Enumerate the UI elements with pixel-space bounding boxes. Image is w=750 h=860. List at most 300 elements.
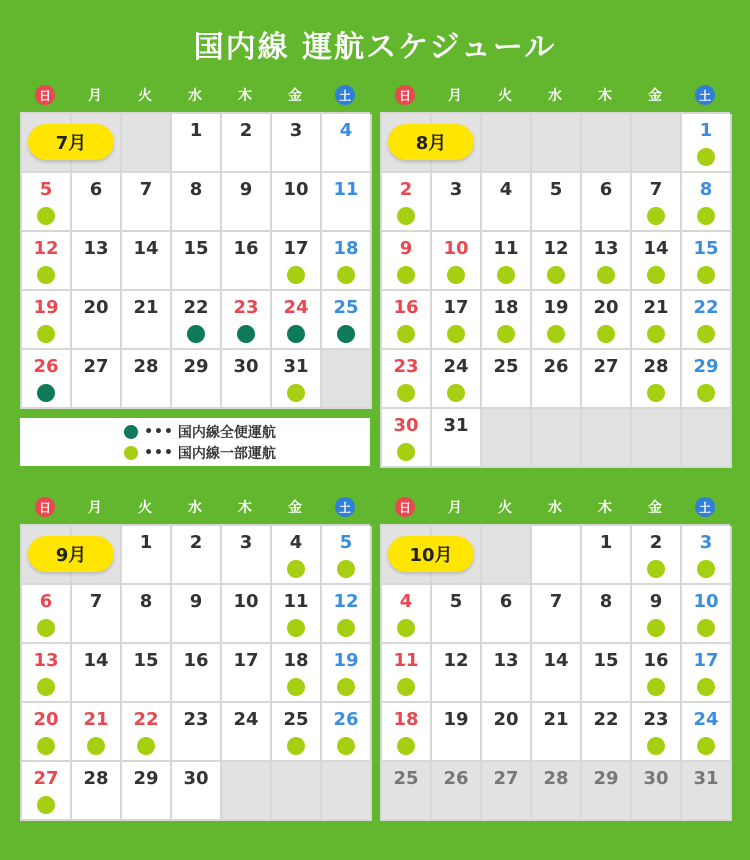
day-cell: [272, 585, 322, 644]
day-number: 24: [283, 297, 309, 318]
month-badge: 10月: [388, 536, 474, 572]
day-number: 6: [39, 591, 53, 612]
legend-dots: •••: [144, 423, 174, 440]
legend-row-all: [20, 421, 370, 442]
day-number: 8: [599, 591, 613, 612]
partial-operation-dot-icon: [697, 678, 715, 696]
day-cell: [172, 762, 222, 821]
day-cell: [122, 291, 172, 350]
day-cell: [482, 291, 532, 350]
day-number: 30: [643, 768, 669, 789]
partial-operation-dot-icon: [37, 266, 55, 284]
empty-cell: [582, 409, 632, 468]
day-number: 1: [139, 532, 153, 553]
day-number: 26: [543, 356, 569, 377]
day-cell: [632, 350, 682, 409]
day-number: 28: [643, 356, 669, 377]
day-number: 26: [443, 768, 469, 789]
day-cell: [382, 173, 432, 232]
day-number: 12: [33, 238, 59, 259]
partial-operation-dot-icon: [697, 207, 715, 225]
month-grid: [20, 524, 370, 821]
weekday-label: 水: [188, 500, 202, 516]
full-operation-dot-icon: [124, 425, 138, 439]
day-number: 8: [139, 591, 153, 612]
partial-operation-dot-icon: [287, 619, 305, 637]
day-cell: [172, 291, 222, 350]
day-cell: [322, 526, 372, 585]
day-cell: [482, 350, 532, 409]
partial-operation-dot-icon: [337, 560, 355, 578]
day-number: 17: [233, 650, 259, 671]
day-number: 2: [189, 532, 203, 553]
day-number: 20: [33, 709, 59, 730]
day-number: 24: [443, 356, 469, 377]
month-grid: [380, 112, 730, 468]
empty-cell: [632, 409, 682, 468]
weekday-header: [380, 490, 730, 524]
day-number: 22: [593, 709, 619, 730]
day-cell: [432, 585, 482, 644]
month-badge: 8月: [388, 124, 474, 160]
day-cell: [22, 762, 72, 821]
day-cell: [532, 173, 582, 232]
full-operation-dot-icon: [187, 325, 205, 343]
day-cell: [122, 173, 172, 232]
day-cell: [532, 291, 582, 350]
legend-label-all: 国内線全便運航: [177, 424, 276, 441]
day-number: 7: [649, 179, 663, 200]
day-cell: [322, 585, 372, 644]
day-number: 29: [133, 768, 159, 789]
partial-operation-dot-icon: [647, 678, 665, 696]
day-number: 9: [399, 238, 413, 259]
day-cell: [122, 762, 172, 821]
day-cell: [682, 526, 732, 585]
day-number: 1: [189, 120, 203, 141]
day-number: 15: [693, 238, 719, 259]
day-cell: [322, 644, 372, 703]
day-number: 4: [289, 532, 303, 553]
day-cell: [632, 644, 682, 703]
day-cell: [22, 585, 72, 644]
day-cell: [532, 762, 582, 821]
day-cell: [482, 232, 532, 291]
day-cell: [582, 291, 632, 350]
day-number: 18: [333, 238, 359, 259]
partial-operation-dot-icon: [697, 325, 715, 343]
day-cell: [72, 762, 122, 821]
day-cell: [272, 232, 322, 291]
day-cell: [122, 703, 172, 762]
day-number: 5: [39, 179, 53, 200]
day-number: 17: [693, 650, 719, 671]
day-number: 29: [693, 356, 719, 377]
weekday-label: 木: [598, 88, 612, 104]
empty-cell: [322, 350, 372, 409]
partial-operation-dot-icon: [497, 266, 515, 284]
day-number: 25: [393, 768, 419, 789]
weekday-label: 月: [88, 500, 102, 516]
partial-operation-dot-icon: [697, 384, 715, 402]
partial-operation-dot-icon: [597, 325, 615, 343]
day-cell: [222, 585, 272, 644]
day-cell: [582, 350, 632, 409]
partial-operation-dot-icon: [697, 148, 715, 166]
weekday-label: 木: [598, 500, 612, 516]
day-cell: [482, 585, 532, 644]
day-number: 25: [283, 709, 309, 730]
day-number: 21: [643, 297, 669, 318]
partial-operation-dot-icon: [697, 266, 715, 284]
day-cell: [22, 703, 72, 762]
weekday-label: 火: [138, 500, 152, 516]
partial-operation-dot-icon: [287, 737, 305, 755]
day-cell: [222, 291, 272, 350]
day-number: 31: [443, 415, 469, 436]
weekday-label: 日: [380, 78, 430, 112]
day-number: 10: [283, 179, 309, 200]
day-cell: [122, 644, 172, 703]
empty-cell: [582, 114, 632, 173]
partial-operation-dot-icon: [697, 619, 715, 637]
day-cell: [382, 350, 432, 409]
day-number: 22: [133, 709, 159, 730]
weekday-label: 月: [448, 500, 462, 516]
partial-operation-dot-icon: [647, 325, 665, 343]
day-number: 19: [443, 709, 469, 730]
day-cell: [172, 232, 222, 291]
day-cell: [272, 114, 322, 173]
partial-operation-dot-icon: [647, 207, 665, 225]
day-cell: [682, 291, 732, 350]
day-number: 14: [643, 238, 669, 259]
day-number: 24: [233, 709, 259, 730]
empty-cell: [482, 114, 532, 173]
day-cell: [222, 232, 272, 291]
day-cell: [22, 644, 72, 703]
day-number: 25: [333, 297, 359, 318]
day-cell: [122, 232, 172, 291]
day-cell: [382, 585, 432, 644]
day-number: 19: [33, 297, 59, 318]
day-number: 23: [393, 356, 419, 377]
day-cell: [382, 232, 432, 291]
day-cell: [682, 350, 732, 409]
day-number: 29: [593, 768, 619, 789]
day-number: 23: [233, 297, 259, 318]
day-cell: [272, 173, 322, 232]
day-cell: [272, 350, 322, 409]
day-cell: [632, 173, 682, 232]
partial-operation-dot-icon: [337, 619, 355, 637]
weekday-label: 木: [238, 88, 252, 104]
day-number: 24: [693, 709, 719, 730]
day-cell: [322, 291, 372, 350]
partial-operation-dot-icon: [397, 384, 415, 402]
day-number: 27: [593, 356, 619, 377]
day-cell: [72, 350, 122, 409]
day-number: 5: [339, 532, 353, 553]
calendar-september: [20, 490, 370, 821]
day-number: 4: [499, 179, 513, 200]
empty-cell: [122, 114, 172, 173]
day-number: 30: [233, 356, 259, 377]
weekday-label: 金: [288, 88, 302, 104]
day-number: 27: [493, 768, 519, 789]
day-number: 18: [493, 297, 519, 318]
day-number: 23: [183, 709, 209, 730]
day-cell: [432, 173, 482, 232]
day-cell: [222, 703, 272, 762]
weekday-label: 金: [648, 88, 662, 104]
month-grid: [20, 112, 370, 409]
partial-operation-dot-icon: [37, 678, 55, 696]
day-cell: [172, 585, 222, 644]
day-number: 13: [83, 238, 109, 259]
day-number: 17: [443, 297, 469, 318]
calendar-august: [380, 78, 730, 468]
weekday-label: 木: [238, 500, 252, 516]
day-number: 4: [339, 120, 353, 141]
empty-cell: [682, 409, 732, 468]
weekday-label: 水: [548, 88, 562, 104]
empty-cell: [532, 409, 582, 468]
calendar-july: [20, 78, 370, 409]
legend-dots: •••: [144, 444, 174, 461]
day-cell: [72, 232, 122, 291]
day-number: 21: [133, 297, 159, 318]
weekday-header: [380, 78, 730, 112]
day-cell: [532, 232, 582, 291]
day-number: 15: [133, 650, 159, 671]
day-cell: [482, 762, 532, 821]
day-number: 14: [83, 650, 109, 671]
day-number: 6: [89, 179, 103, 200]
weekday-label: 日: [380, 490, 430, 524]
day-cell: [382, 291, 432, 350]
weekday-label: 日: [20, 78, 70, 112]
day-number: 5: [449, 591, 463, 612]
day-cell: [322, 173, 372, 232]
day-number: 23: [643, 709, 669, 730]
day-cell: [582, 173, 632, 232]
day-cell: [432, 703, 482, 762]
day-number: 9: [239, 179, 253, 200]
day-number: 15: [183, 238, 209, 259]
day-number: 8: [699, 179, 713, 200]
day-cell: [222, 173, 272, 232]
weekday-label: 土: [680, 490, 730, 524]
day-cell: [682, 762, 732, 821]
day-number: 6: [599, 179, 613, 200]
full-operation-dot-icon: [37, 384, 55, 402]
partial-operation-dot-icon: [647, 619, 665, 637]
weekday-label: 火: [138, 88, 152, 104]
day-cell: [222, 114, 272, 173]
legend-row-partial: [20, 442, 370, 463]
day-cell: [432, 291, 482, 350]
partial-operation-dot-icon: [337, 266, 355, 284]
partial-operation-dot-icon: [397, 737, 415, 755]
day-number: 1: [699, 120, 713, 141]
day-number: 16: [183, 650, 209, 671]
day-cell: [682, 232, 732, 291]
partial-operation-dot-icon: [287, 266, 305, 284]
day-cell: [682, 173, 732, 232]
weekday-label: 月: [88, 88, 102, 104]
day-number: 7: [549, 591, 563, 612]
day-cell: [432, 409, 482, 468]
empty-cell: [482, 526, 532, 585]
day-number: 5: [549, 179, 563, 200]
day-number: 30: [393, 415, 419, 436]
day-number: 6: [499, 591, 513, 612]
empty-cell: [222, 762, 272, 821]
day-cell: [632, 703, 682, 762]
full-operation-dot-icon: [287, 325, 305, 343]
weekday-label: 土: [680, 78, 730, 112]
day-number: 16: [233, 238, 259, 259]
empty-cell: [632, 114, 682, 173]
partial-operation-dot-icon: [337, 678, 355, 696]
day-number: 21: [543, 709, 569, 730]
weekday-label: 金: [648, 500, 662, 516]
day-cell: [682, 114, 732, 173]
day-number: 20: [83, 297, 109, 318]
weekday-label: 火: [498, 500, 512, 516]
day-number: 22: [183, 297, 209, 318]
day-cell: [482, 703, 532, 762]
partial-operation-dot-icon: [87, 737, 105, 755]
day-cell: [632, 585, 682, 644]
day-number: 15: [593, 650, 619, 671]
weekday-label: 水: [548, 500, 562, 516]
day-number: 11: [333, 179, 359, 200]
weekday-header: [20, 78, 370, 112]
day-number: 13: [493, 650, 519, 671]
day-cell: [22, 232, 72, 291]
day-number: 26: [333, 709, 359, 730]
day-number: 13: [33, 650, 59, 671]
day-number: 2: [239, 120, 253, 141]
partial-operation-dot-icon: [287, 678, 305, 696]
day-cell: [272, 703, 322, 762]
day-cell: [172, 114, 222, 173]
day-cell: [272, 644, 322, 703]
day-number: 2: [649, 532, 663, 553]
day-number: 10: [693, 591, 719, 612]
partial-operation-dot-icon: [287, 560, 305, 578]
partial-operation-dot-icon: [37, 619, 55, 637]
legend: [20, 418, 370, 466]
day-number: 19: [543, 297, 569, 318]
weekday-label: 火: [498, 88, 512, 104]
day-number: 1: [599, 532, 613, 553]
day-number: 12: [333, 591, 359, 612]
day-cell: [432, 762, 482, 821]
month-grid: [380, 524, 730, 821]
full-operation-dot-icon: [337, 325, 355, 343]
partial-operation-dot-icon: [397, 207, 415, 225]
day-cell: [72, 644, 122, 703]
day-number: 9: [649, 591, 663, 612]
day-cell: [322, 232, 372, 291]
day-cell: [482, 173, 532, 232]
day-number: 10: [443, 238, 469, 259]
day-cell: [222, 526, 272, 585]
day-number: 18: [393, 709, 419, 730]
day-number: 20: [593, 297, 619, 318]
day-cell: [432, 350, 482, 409]
partial-operation-dot-icon: [37, 737, 55, 755]
partial-operation-dot-icon: [397, 619, 415, 637]
day-number: 18: [283, 650, 309, 671]
partial-operation-dot-icon: [697, 560, 715, 578]
day-number: 13: [593, 238, 619, 259]
day-number: 17: [283, 238, 309, 259]
partial-operation-dot-icon: [287, 384, 305, 402]
partial-operation-dot-icon: [647, 384, 665, 402]
partial-operation-dot-icon: [597, 266, 615, 284]
day-cell: [122, 526, 172, 585]
day-number: 28: [543, 768, 569, 789]
partial-operation-dot-icon: [447, 384, 465, 402]
empty-cell: [272, 762, 322, 821]
day-number: 4: [399, 591, 413, 612]
day-cell: [582, 526, 632, 585]
calendar-october: [380, 490, 730, 821]
day-cell: [432, 232, 482, 291]
full-operation-dot-icon: [237, 325, 255, 343]
partial-operation-dot-icon: [697, 737, 715, 755]
partial-operation-dot-icon: [137, 737, 155, 755]
day-cell: [582, 762, 632, 821]
day-cell: [582, 232, 632, 291]
day-cell: [272, 291, 322, 350]
month-badge: 7月: [28, 124, 114, 160]
partial-operation-dot-icon: [647, 560, 665, 578]
day-cell: [22, 291, 72, 350]
day-number: 7: [139, 179, 153, 200]
day-number: 28: [133, 356, 159, 377]
day-number: 11: [283, 591, 309, 612]
day-cell: [172, 644, 222, 703]
partial-operation-dot-icon: [497, 325, 515, 343]
day-number: 14: [133, 238, 159, 259]
weekday-label: 日: [20, 490, 70, 524]
day-cell: [632, 526, 682, 585]
day-cell: [322, 114, 372, 173]
day-cell: [22, 350, 72, 409]
day-number: 21: [83, 709, 109, 730]
day-number: 2: [399, 179, 413, 200]
day-number: 25: [493, 356, 519, 377]
day-number: 28: [83, 768, 109, 789]
day-number: 14: [543, 650, 569, 671]
day-cell: [532, 703, 582, 762]
day-cell: [382, 762, 432, 821]
partial-operation-dot-icon: [337, 737, 355, 755]
day-cell: [72, 291, 122, 350]
day-cell: [582, 644, 632, 703]
month-badge: 9月: [28, 536, 114, 572]
day-cell: [682, 585, 732, 644]
day-cell: [582, 703, 632, 762]
weekday-label: 金: [288, 500, 302, 516]
day-number: 29: [183, 356, 209, 377]
partial-operation-dot-icon: [37, 207, 55, 225]
